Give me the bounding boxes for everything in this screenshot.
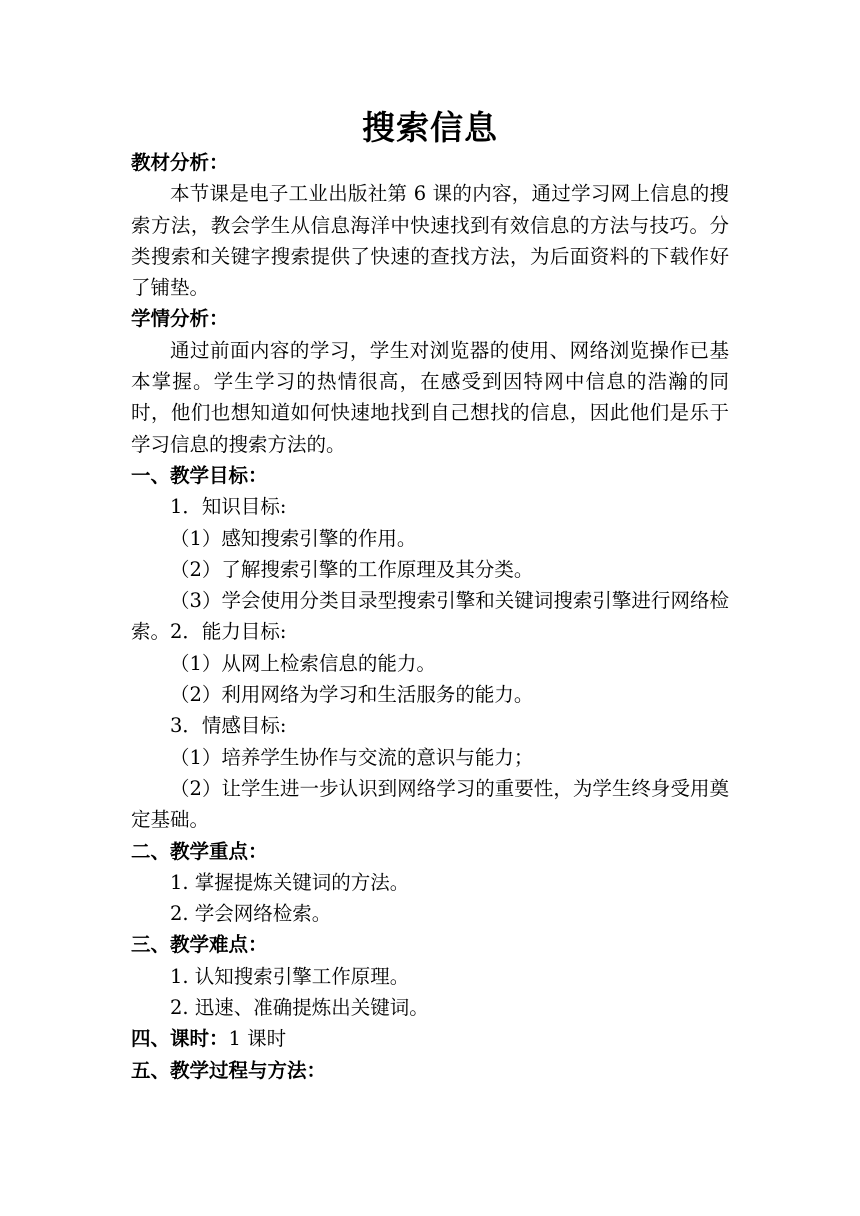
difficulty-2: 2. 迅速、准确提炼出关键词。 bbox=[170, 996, 429, 1020]
emotion-heading: 3．情感目标: bbox=[170, 714, 287, 738]
difficulties-heading: 三、教学难点： bbox=[131, 933, 268, 957]
document-body bbox=[131, 147, 729, 1086]
students-heading: 学情分析： bbox=[131, 307, 229, 331]
document-title: 搜索信息 bbox=[362, 108, 498, 147]
hours-heading: 四、课时： bbox=[131, 1027, 229, 1051]
process-heading: 五、教学过程与方法： bbox=[131, 1058, 327, 1082]
knowledge-item-1: （1）感知搜索引擎的作用。 bbox=[170, 526, 417, 550]
knowledge-item-2: （2）了解搜索引擎的工作原理及其分类。 bbox=[170, 557, 534, 581]
knowledge-heading: 1．知识目标: bbox=[170, 495, 287, 519]
emotion-item-2: （2）让学生进一步认识到网络学习的重要性，为学生终身受用奠定基础。 bbox=[131, 776, 729, 832]
students-text: 通过前面内容的学习，学生对浏览器的使用、网络浏览操作已基本掌握。学生学习的热情很高，在感受到因特网中信息的浩瀚的同时，他们也想知道如何快速地找到自己想找的信息，因此他们是乐于学习信息的搜索方法的。 bbox=[131, 338, 729, 456]
hours-value: 1 课时 bbox=[228, 1027, 287, 1051]
ability-item-2: （2）利用网络为学习和生活服务的能力。 bbox=[170, 683, 534, 707]
ability-item-1: （1）从网上检索信息的能力。 bbox=[170, 651, 436, 675]
materials-heading: 教材分析： bbox=[131, 151, 229, 174]
knowledge-item-3: （3）学会使用分类目录型搜索引擎和关键词搜索引擎进行网络检索。2．能力目标: bbox=[131, 589, 729, 644]
difficulty-1: 1. 认知搜索引擎工作原理。 bbox=[170, 964, 410, 988]
materials-text: 本节课是电子工业出版社第 6 课的内容，通过学习网上信息的搜索方法，教会学生从信息海洋中快速找到有效信息的方法与技巧。分类搜索和关键字搜索提供了快速的查找方法，为后面资料的下载作好了铺垫。 bbox=[131, 182, 729, 300]
hours-line bbox=[131, 1023, 729, 1054]
key-points-heading: 二、教学重点： bbox=[131, 839, 268, 863]
key-point-1: 1. 掌握提炼关键词的方法。 bbox=[170, 870, 410, 894]
goals-heading: 一、教学目标： bbox=[131, 463, 268, 487]
key-point-2: 2. 学会网络检索。 bbox=[170, 902, 332, 926]
emotion-item-1: （1）培养学生协作与交流的意识与能力； bbox=[170, 745, 534, 769]
